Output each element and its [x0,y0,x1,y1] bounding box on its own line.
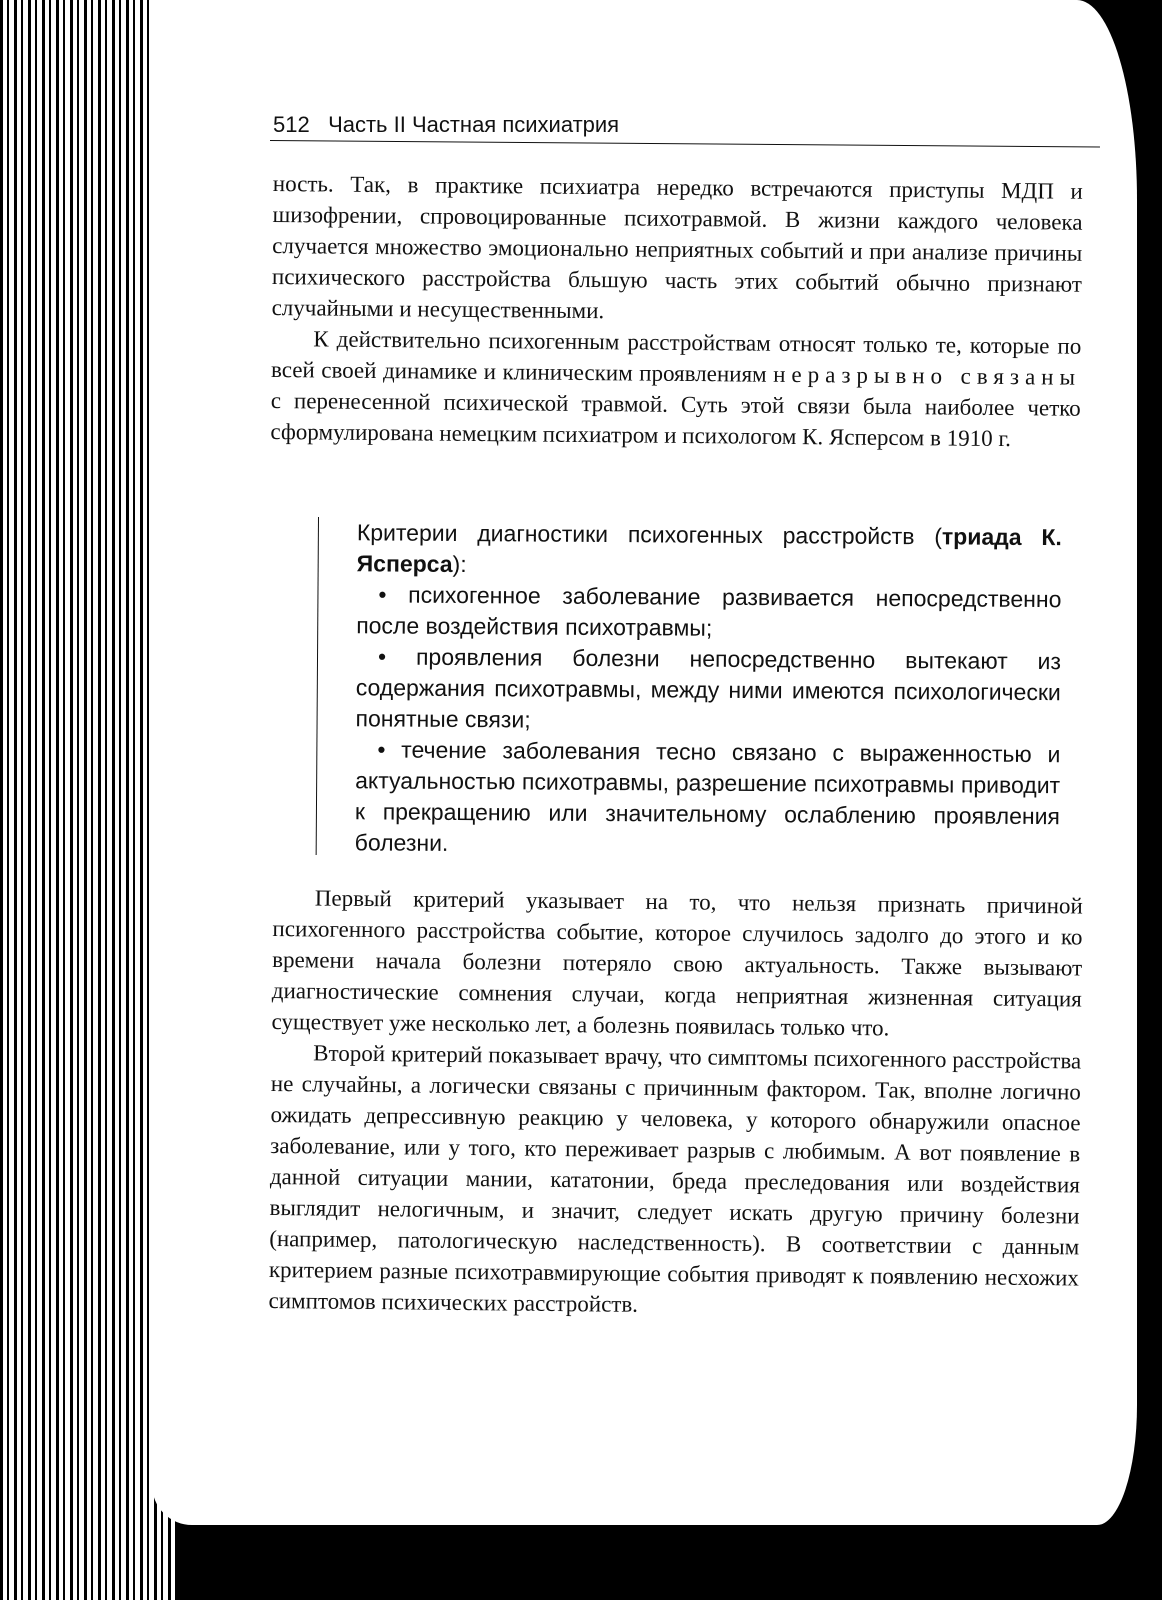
paragraph-3: Первый критерий указывает на то, что нельзя признать причиной психогенного расстройства событие, которое случилось задолго до этого и ко времени начала болезни потеряло свою актуальность. Также вызывают диагностические сомнения случаи, когда неприятная жизненная ситуация существует уже несколько лет, а болезнь появилась только что. [271,885,1083,1041]
criteria-item-3: • течение заболевания тесно связано с выраженностью и актуальностью психотравмы, разрешение психотравмы приводит к прекращению или значительному ослаблению проявления болезни. [354,736,1061,856]
criteria-box [316,517,1062,860]
book-page-edges [0,0,175,1600]
criteria-heading: Критерии диагностики психогенных расстройств (триада К. Ясперса): [356,519,1062,578]
criteria-heading-bold: триада К. Ясперса [356,523,1062,577]
criteria-item-1: • психогенное заболевание развивается непосредственно после воздействия психотравмы; [356,581,1062,641]
criteria-item-2: • проявления болезни непосредственно вытекают из содержания психотравмы, между ними имеются психологически понятные связи; [355,643,1062,733]
running-title: Часть II Частная психиатрия [328,112,620,137]
body-text [268,882,1083,1324]
spaced-emphasis: неразрывно связаны [773,361,1082,390]
paragraph-2: К действительно психогенным расстройствам относят только те, которые по всей своей динамике и клиническим проявлениям неразрывно связаны с перенесенной психической травмой. Суть этой связи была наиболее четко сформулирована немецким психиатром и психологом К. Ясперсом в 1910 г. [270,326,1082,452]
page-number: 512 [273,112,310,137]
page-curl-shadow [1137,0,1162,1600]
paragraph-4: Второй критерий показывает врачу, что симптомы психогенного расстройства не случайны, а логически связаны с причинным фактором. Так, вполне логично ожидать депрессивную реакцию у человека, у которого обнаружили опасное заболевание, или у того, кто переживает разрыв с любимым. А вот появление в данной ситуации мании, кататонии, бреда преследования или воздействия выглядит нелогичным, и значит, следует искать другую причину болезни (например, патологическую наследственность). В соответствии с данным критерием разные психотравмирующие события приводят к появлению несхожих симптомов психических расстройств. [268,1040,1082,1317]
running-header [273,112,1083,138]
intro-text [270,168,1083,455]
paragraph-1: ность. Так, в практике психиатра нередко встречаются приступы МДП и шизофрении, спровоцированные психотравмой. В жизни каждого человека случается множество эмоционально неприятных событий и при анализе причины психического расстройства бльшую часть этих событий обычно признают случайными и несущественными. [271,170,1083,324]
